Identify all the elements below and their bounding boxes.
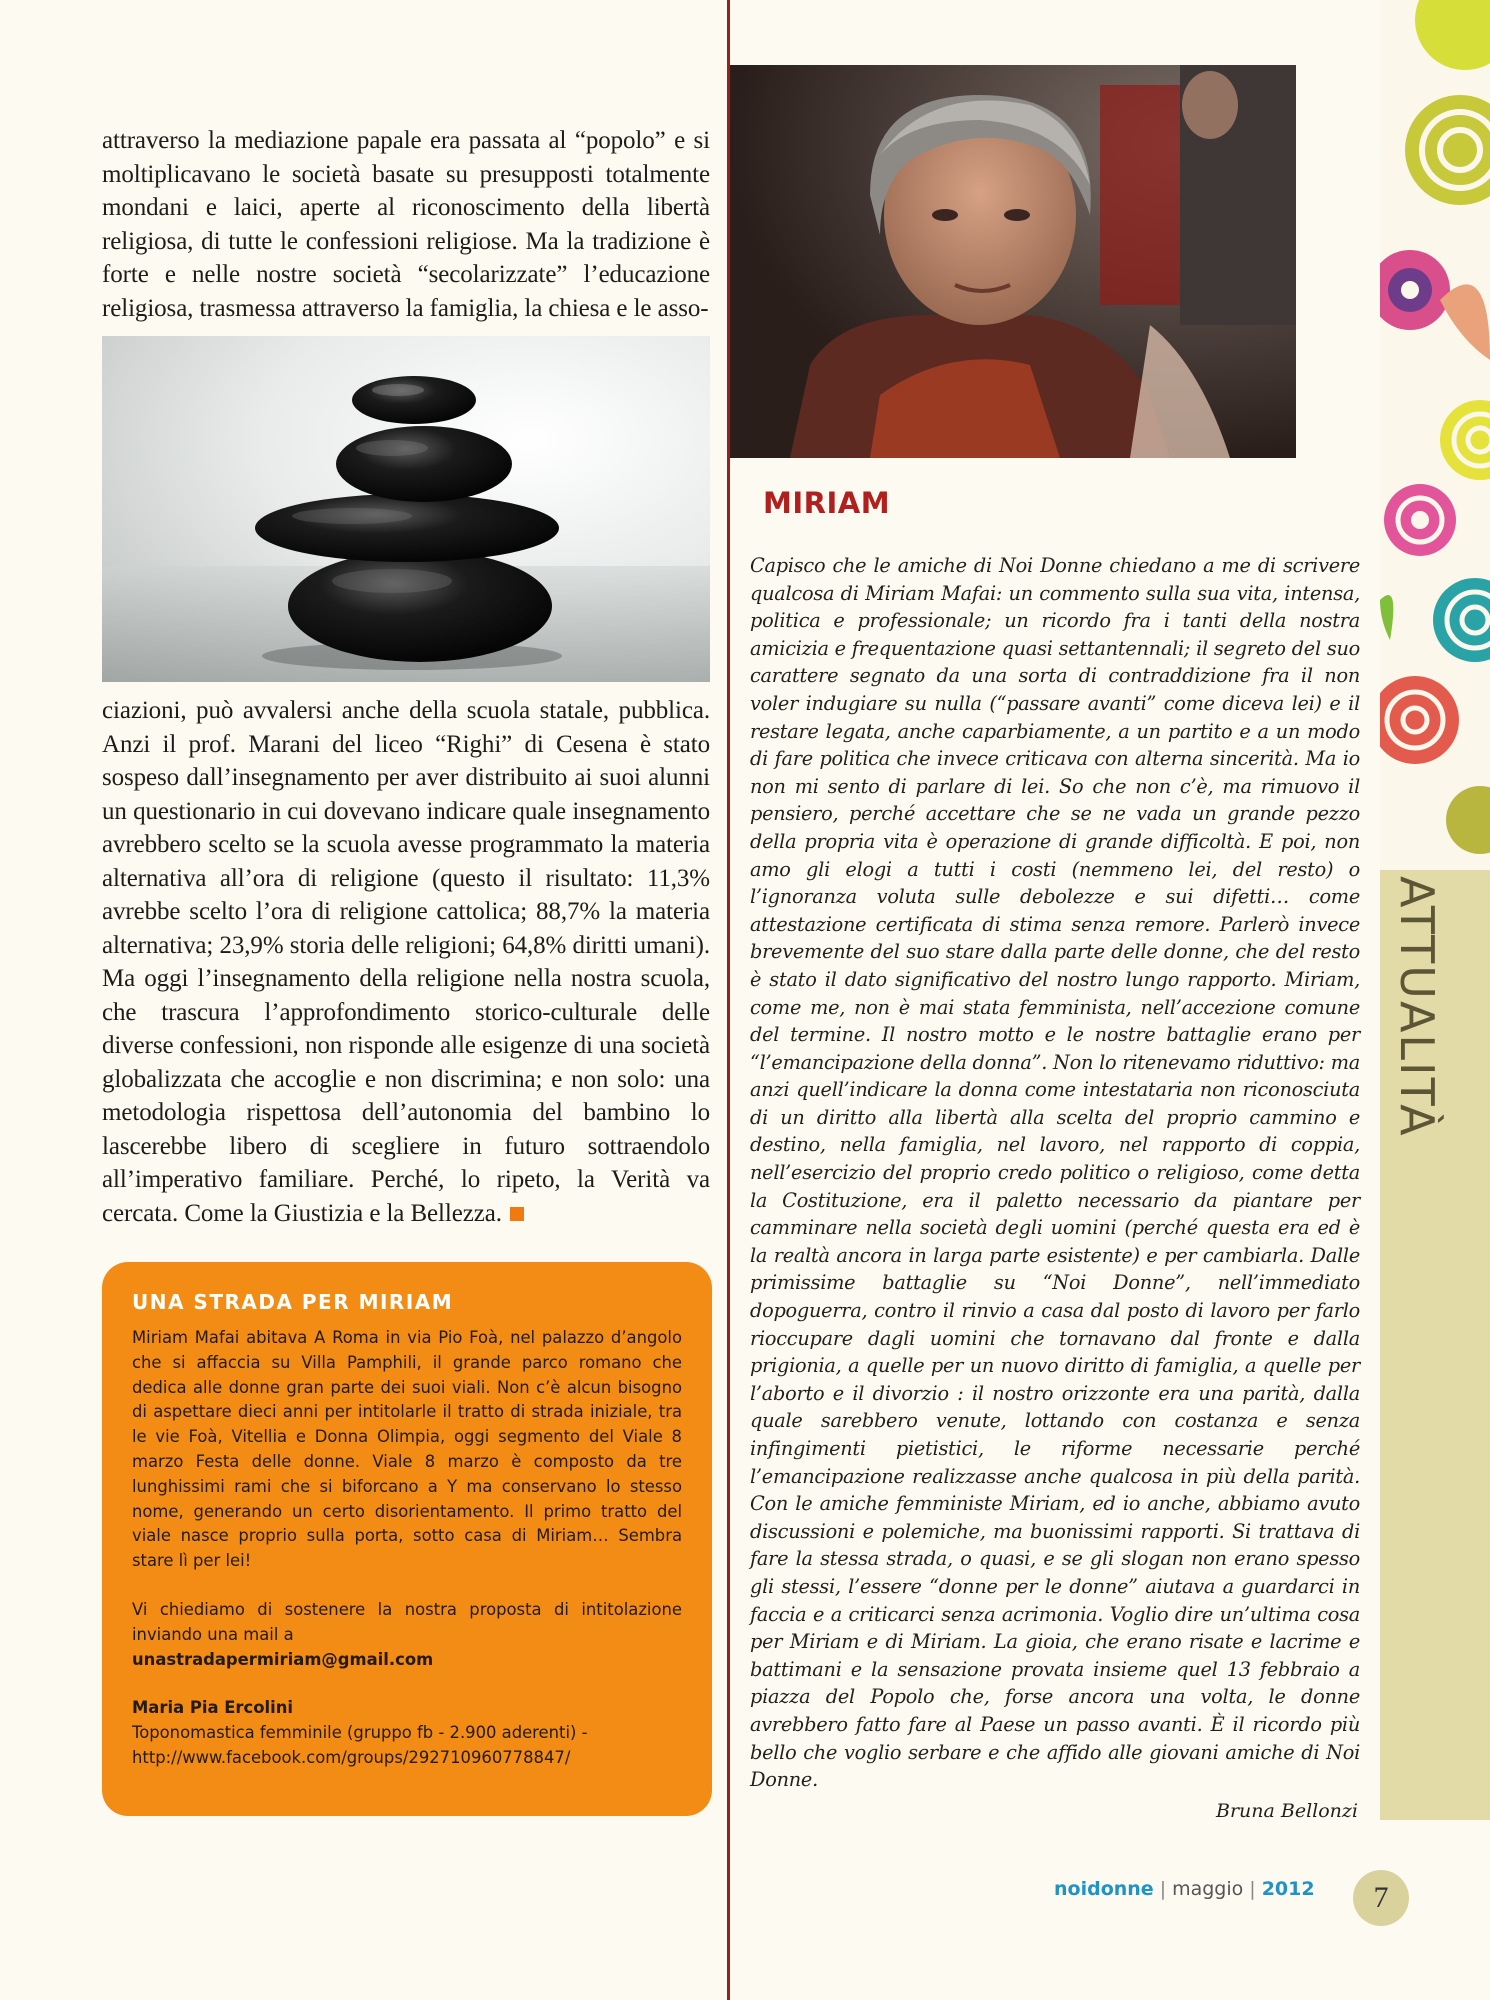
- box-paragraph: Miriam Mafai abitava A Roma in via Pio Foà, nel palazzo d’angolo che si affaccia su Villa Pamphili, il grande parco romano che dedica alle donne gran parte dei suoi viali. Non c’è alcun bisogno di aspettare dieci anni per intitolarle il tratto di strada iniziale, tra le vie Foà, Vitellia e Donna Olimpia, oggi segmento del Viale 8 marzo Festa delle donne. Viale 8 marzo è composto da tre lunghissimi rami che si biforcano a Y ma conservano lo stesso nome, generando un certo disorientamento. Il primo tratto del viale nasce proprio sulla porta, sotto casa di Miriam… Sembra stare lì per lei!: [132, 1328, 682, 1571]
- section-label-attualita: ATTUALITÀ: [1390, 876, 1444, 1138]
- box-title: UNA STRADA PER MIRIAM: [132, 1290, 454, 1314]
- decorative-pattern: [1380, 0, 1490, 870]
- footer-month: maggio: [1172, 1878, 1244, 1900]
- box-email-link[interactable]: unastradapermiriam@gmail.com: [132, 1649, 434, 1669]
- page-number: 7: [1353, 1870, 1409, 1926]
- box-group: Toponomastica femminile (gruppo fb - 2.900 aderenti) -: [132, 1723, 588, 1743]
- article-paragraph: attraverso la mediazione papale era passata al “popolo” e si moltiplicavano le società basate su presupposti totalmente mondani e laici, aperte al riconoscimento della libertà religiosa, di tutte le confessioni religiose. Ma la tradizione è forte e nelle nostre società “secolarizzate” l’educazione religiosa, trasmessa attraverso la famiglia, la chiesa e le asso-: [102, 127, 710, 322]
- portrait-photo: [730, 65, 1296, 458]
- footer-brand: noidonne: [1054, 1878, 1154, 1900]
- page-footer: noidonne | maggio | 2012: [1054, 1878, 1315, 1900]
- box-author: Maria Pia Ercolini: [132, 1698, 294, 1718]
- letter-signature: Bruna Bellonzi: [1215, 1800, 1358, 1822]
- article-text-top: [102, 124, 710, 325]
- sidebar-box-una-strada: [102, 1262, 712, 1816]
- stacked-stones-photo: [102, 336, 710, 682]
- box-credits: [132, 1696, 682, 1770]
- box-paragraph-appeal: Vi chiediamo di sostenere la nostra proposta di intitolazione inviando una mail a unastradapermiriam@gmail.com: [132, 1599, 682, 1669]
- footer-year: 2012: [1261, 1878, 1315, 1900]
- box-url-link[interactable]: http://www.facebook.com/groups/292710960778847/: [132, 1747, 571, 1767]
- article-text-bottom: [102, 694, 710, 1230]
- section-title-miriam: MIRIAM: [763, 486, 891, 520]
- letter-text: Capisco che le amiche di Noi Donne chiedano a me di scrivere qualcosa di Miriam Mafai: un commento sulla sua vita, intensa, politica e professionale; un ricordo fra i tanti della nostra amicizia e frequentazione quasi settantennali; il segreto del suo carattere segnato da una sorta di contraddizione fra il non voler indugiare su nulla (“passare avanti” come diceva lei) e il restare legata, anche caparbiamente, a un partito e a un modo di fare politica che invece criticava con alterna sincerità. Ma io non mi sento di parlare di lei. So che non c’è, ma rimuovo il pensiero, perché accettare che se ne vada un grande pezzo della propria vita è operazione di grande difficoltà. E poi, non amo gli elogi a tutti i costi (nemmeno lei, del resto) o l’ignoranza voluta sulle debolezze e sui difetti… come attestazione certificata di stima senza remore. Parlerò invece brevemente del suo stare dalla parte delle donne, che del resto è stato il dato significativo del nostro lungo rapporto. Miriam, come me, non è mai stata femminista, nell’accezione comune del termine. Il nostro motto e le nostre battaglie erano per “l’emancipazione della donna”. Non lo ritenevamo riduttivo: ma anzi quell’indicare la donna come intestataria non riconosciuta di un diritto alla libertà alla scelta del proprio cammino e destino, nella famiglia, nel lavoro, nel rapporto di coppia, nell’esercizio del proprio credo politico o religioso, come detta la Costituzione, era il paletto necessario da piantare per camminare nella società degli uomini (perché questa era ed è la realtà ancora in larga parte esistente) e per cambiarla. Dalle primissime battaglie su “Noi Donne”, nell’immediato dopoguerra, contro il rinvio a casa dal posto di lavoro per farlo rioccupare dagli uomini che tornavano dal fronte e dalla prigionia, a quelle per un nuovo diritto di famiglia, a quelle per l’aborto e il divorzio : il nostro orizzonte era una parità, dalla quale sarebbero venute, lottando con costanza e senza infingimenti pietistici, le riforme necessarie perché l’emancipazione realizzasse anche qualcosa in più della parità. Con le amiche femministe Miriam, ed io anche, abbiamo avuto discussioni e polemiche, ma buonissimi rapporti. Si trattava di fare la stessa strada, o quasi, e se gli slogan non erano spesso gli stessi, l’essere “donne per le donne” aiutava a guardarci in faccia e a criticarci senza acrimonia. Voglio dire un’ultima cosa per Miriam e di Miriam. La gioia, che erano risate e lacrime e battimani e la sensazione provata insieme quel 13 febbraio a piazza del Popolo che, forse ancora una volta, le donne avrebbero fatto fare al Paese un passo avanti. È il ricordo più bello che voglio serbare e che affido alle giovani amiche di Noi Donne.: [750, 554, 1360, 1792]
- article-paragraph: ciazioni, può avvalersi anche della scuola statale, pubblica. Anzi il prof. Marani del liceo “Righi” di Cesena è stato sospeso dall’insegnamento per aver distribuito ai suoi alunni un questionario in cui dovevano indicare quale insegnamento avrebbero scelto se la scuola avesse programmato la materia alternativa all’ora di religione (questo il risultato: 11,3% avrebbe scelto l’ora di religione cattolica; 88,7% la materia alternativa; 23,9% storia delle religioni; 64,8% diritti umani). Ma oggi l’insegnamento della religione nella nostra scuola, che trascura l’approfondimento storico-culturale delle diverse confessioni, non risponde alle esigenze di una società globalizzata che accoglie e non discrimina; e non solo: una metodologia rispettosa dell’autonomia del bambino lo lascerebbe libero di scegliere in futuro sottraendolo all’imperativo familiare. Perché, lo ripeto, la Verità va cercata. Come la Giustizia e la Bellezza.: [102, 697, 710, 1227]
- end-of-article-square-icon: [510, 1207, 524, 1221]
